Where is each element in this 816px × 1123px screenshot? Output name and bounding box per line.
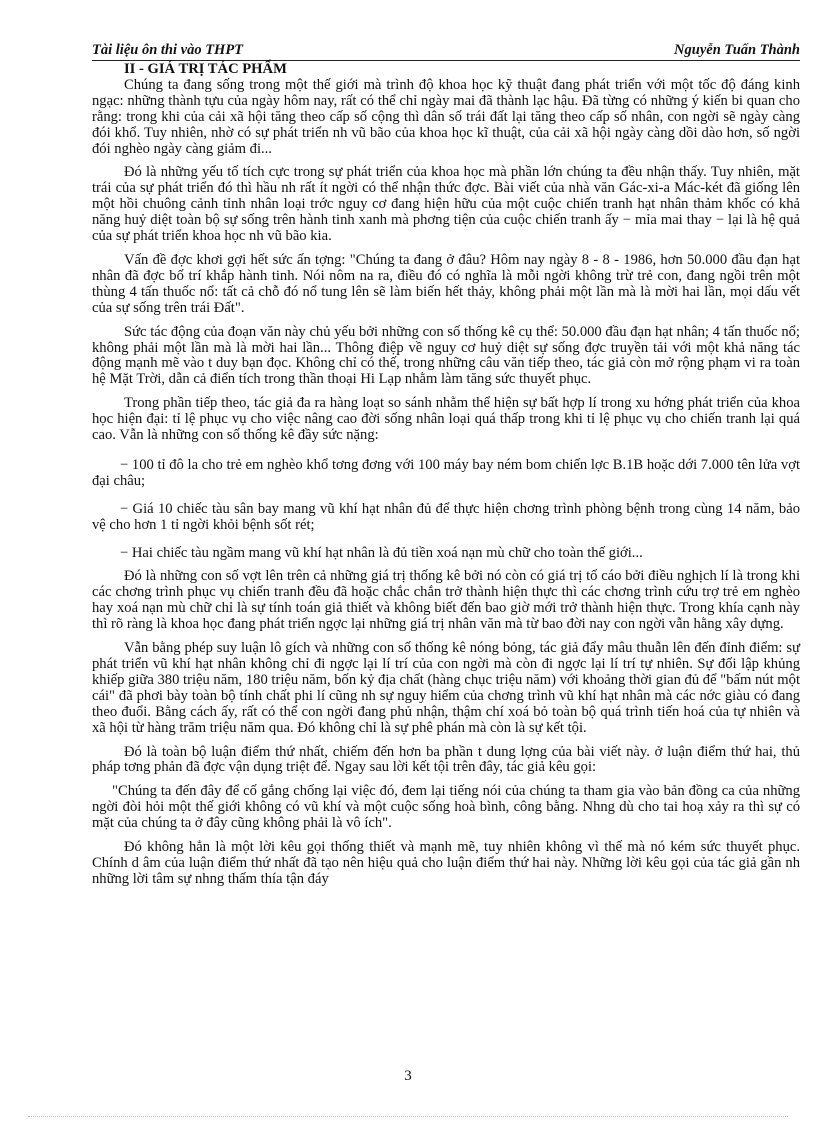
bullet-item-1: − 100 tỉ đô la cho trẻ em nghèo khổ tơng đơng với 100 máy bay ném bom chiến lợc B.1B hoặc dới 7.000 tên lửa vợt đại châu; [92, 456, 800, 489]
paragraph-2: Đó là những yếu tố tích cực trong sự phát triển của khoa học mà phần lớn chúng ta đều nhận thấy. Tuy nhiên, mặt trái của sự phát triển đó thì hầu nh rất ít ngời có thể nhận thức đợc. Bài viết của nhà văn Gác-xi-a Mác-két đã giống lên một hồi chuông cảnh tỉnh nhân loại trớc nguy cơ đang hiện hữu của một cuộc chiến tranh hạt nhân thảm khốc có khả năng huỷ diệt toàn bộ sự sống trên hành tinh xanh mà phơng tiện của cuộc chiến tranh ấy − mỉa mai thay − lại là hệ quả của sự phát triển khoa học nh vũ bão kia. [92, 164, 800, 245]
footer-divider [28, 1116, 788, 1117]
paragraph-last: Đó không hẳn là một lời kêu gọi thống thiết và mạnh mẽ, tuy nhiên không vì thế mà nó kém sức thuyết phục. Chính d âm của luận điểm thứ nhất đã tạo nên hiệu quả cho luận điểm thứ hai này. Những lời kêu gọi của tác giả gần nh những lời tâm sự nhng thấm thía tận đáy [92, 839, 800, 887]
paragraph-1: Chúng ta đang sống trong một thế giới mà trình độ khoa học kỹ thuật đang phát triển với một tốc độ đáng kinh ngạc: những thành tựu của ngày hôm nay, rất có thể chỉ ngày mai đã thành lạc hậu. Đã từng có những ý kiến bi quan cho rằng: trong khi của cải xã hội tăng theo cấp số cộng thì dân số trái đất lại tăng theo cấp số nhân, con ngời sẽ ngày càng đói khổ. Tuy nhiên, nhờ có sự phát triển nh vũ bão của khoa học kĩ thuật, của cải xã hội ngày càng dồi dào hơn, số ngời đói nghèo ngày càng giảm đi... [92, 76, 800, 157]
header-right-text: Nguyễn Tuấn Thành [674, 42, 800, 58]
page-header [92, 42, 800, 62]
bullet-item-3: − Hai chiếc tàu ngầm mang vũ khí hạt nhân là đủ tiền xoá nạn mù chữ cho toàn thế giới... [120, 544, 643, 561]
paragraph-7: Vẫn bằng phép suy luận lô gích và những con số thống kê nóng bỏng, tác giả đẩy mâu thuẫn lên đến đỉnh điểm: sự phát triển vũ khí hạt nhân không chỉ đi ngợc lại lí trí của con ngời mà còn đi ngợc lại lí trí tự nhiên. Sự đối lập khủng khiếp giữa 380 triệu năm, 180 triệu năm, bốn kỷ địa chất (hàng chục triệu năm) với khoảng thời gian đủ để "bấm nút một cái" đã phơi bày toàn bộ tính chất phi lí cũng nh sự nguy hiểm của chơng trình vũ khí hạt nhân mà các nớc giàu có đang theo đuổi. Bằng cách ấy, rất có thể con ngời đang phủ nhận, thậm chí xoá bỏ toàn bộ quá trình tiến hoá của tự nhiên và xã hội từ hàng trăm triệu năm qua. Đó không chỉ là sự phê phán mà còn là sự kết tội. [92, 640, 800, 736]
bullet-item-2: − Giá 10 chiếc tàu sân bay mang vũ khí hạt nhân đủ để thực hiện chơng trình phòng bệnh trong cùng 14 năm, bảo vệ cho hơn 1 tỉ ngời khỏi bệnh sốt rét; [92, 500, 800, 533]
paragraph-5: Trong phần tiếp theo, tác giả đa ra hàng loạt so sánh nhằm thể hiện sự bất hợp lí trong xu hớng phát triển của khoa học hiện đại: tỉ lệ phục vụ cho việc nâng cao đời sống nhân loại quá thấp trong khi tỉ lệ phục vụ cho chiến tranh lại quá cao. Vẫn là những con số thống kê đầy sức nặng: [92, 395, 800, 444]
page-number: 3 [404, 1068, 412, 1084]
section-title: II - GIÁ TRỊ TÁC PHẨM [124, 61, 287, 77]
paragraph-3: Vấn đề đợc khơi gợi hết sức ấn tợng: "Chúng ta đang ở đâu? Hôm nay ngày 8 - 8 - 1986, hơn 50.000 đầu đạn hạt nhân đã đợc bố trí khắp hành tinh. Nói nôm na ra, điều đó có nghĩa là mỗi ngời không trừ trẻ con, đang ngồi trên một thùng 4 tấn thuốc nổ: tất cả chỗ đó nổ tung lên sẽ làm biến hết thảy, không phải một lần mà là mời hai lần, mọi dấu vết của sự sống trên trái Đất". [92, 251, 800, 316]
main-content [92, 62, 800, 896]
paragraph-4: Sức tác động của đoạn văn này chủ yếu bởi những con số thống kê cụ thể: 50.000 đầu đạn hạt nhân; 4 tấn thuốc nổ; không phải một lần mà là mời hai lần... Thông điệp về nguy cơ huỷ diệt sự sống đợc truyền tải với một khả năng tác động mạnh mẽ vào t duy bạn đọc. Không chỉ có thế, trong những câu văn tiếp theo, tác giả còn mở rộng phạm vi ra toàn hệ Mặt Trời, dẫn cả điển tích trong thần thoại Hi Lạp nhằm làm tăng sức thuyết phục. [92, 323, 800, 388]
paragraph-6: Đó là những con số vợt lên trên cả những giá trị thống kê bởi nó còn có giá trị tố cáo bởi điều nghịch lí là trong khi các chơng trình phục vụ chiến tranh đều đã hoặc chắc chắn trở thành hiện thực thì các chơng trình cứu trợ trẻ em nghèo hay xoá nạn mù chữ chỉ là sự tính toán giả thiết và không biết đến bao giờ mới trở thành hiện thực. Trong khía cạnh này thì rõ ràng là khoa học đang phát triển ngợc lại những giá trị nhân văn mà từ bao đời nay con ngời vẫn hằng xây dựng. [92, 568, 800, 633]
paragraph-8: Đó là toàn bộ luận điểm thứ nhất, chiếm đến hơn ba phần t dung lợng của bài viết này. ở luận điểm thứ hai, thủ pháp tơng phản đã đợc vận dụng triệt để. Ngay sau lời kết tội trên đây, tác giả kêu gọi: [92, 743, 800, 776]
quote-paragraph: "Chúng ta đến đây để cố gắng chống lại việc đó, đem lại tiếng nói của chúng ta tham gia vào bản đồng ca của những ngời đòi hỏi một thế giới không có vũ khí và một cuộc sống hoà bình, công bằng. Nhng dù cho tai hoạ xảy ra thì sự có mặt của chúng ta ở đây cũng không phải là vô ích". [92, 783, 800, 832]
header-left-text: Tài liệu ôn thi vào THPT [92, 42, 244, 58]
